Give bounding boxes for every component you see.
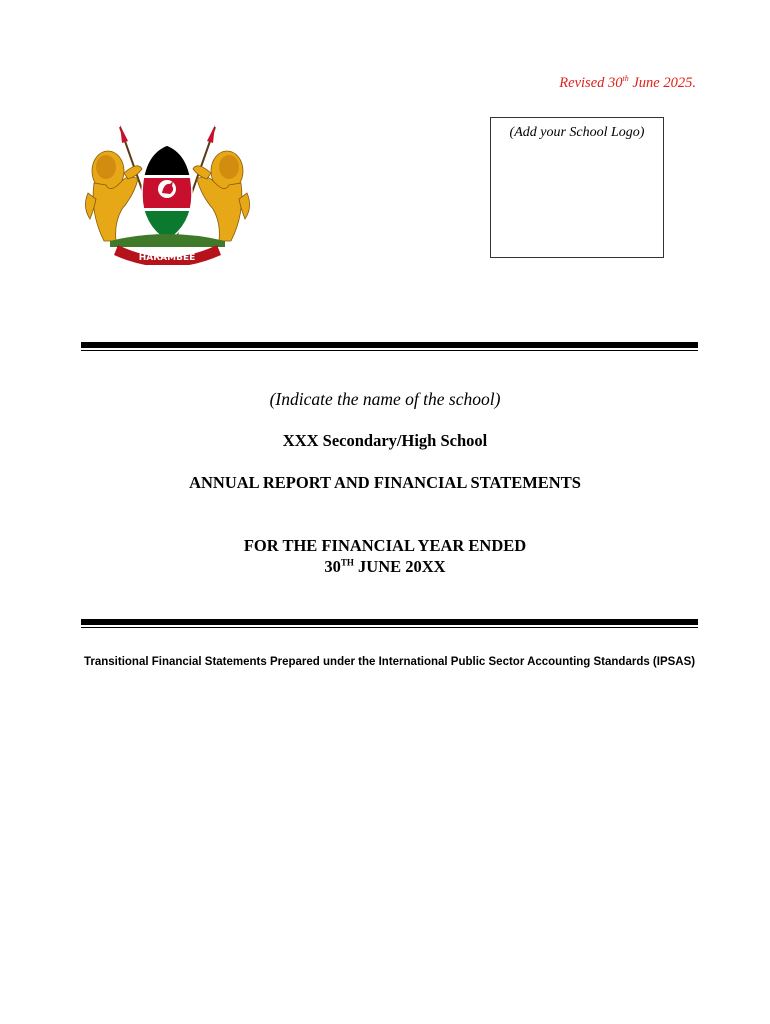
report-title: ANNUAL REPORT AND FINANCIAL STATEMENTS bbox=[189, 473, 581, 492]
top-divider bbox=[81, 342, 698, 348]
financial-year-date: 30TH JUNE 20XX bbox=[324, 557, 446, 576]
bottom-divider bbox=[81, 619, 698, 625]
financial-year-line: FOR THE FINANCIAL YEAR ENDED bbox=[243, 536, 527, 555]
revision-date: Revised 30th June 2025. bbox=[559, 74, 696, 91]
kenya-coat-of-arms bbox=[80, 123, 255, 265]
school-name: XXX Secondary/High School bbox=[282, 431, 488, 450]
school-logo-placeholder bbox=[490, 117, 664, 258]
ipsas-note: Transitional Financial Statements Prepared under the International Public Sector Accounting Standards (IPSAS) bbox=[84, 656, 696, 668]
indicate-school-instruction: (Indicate the name of the school) bbox=[269, 389, 501, 409]
motto-ribbon-text: HARAMBEE bbox=[138, 253, 196, 263]
logo-placeholder-label: (Add your School Logo) bbox=[509, 125, 645, 140]
